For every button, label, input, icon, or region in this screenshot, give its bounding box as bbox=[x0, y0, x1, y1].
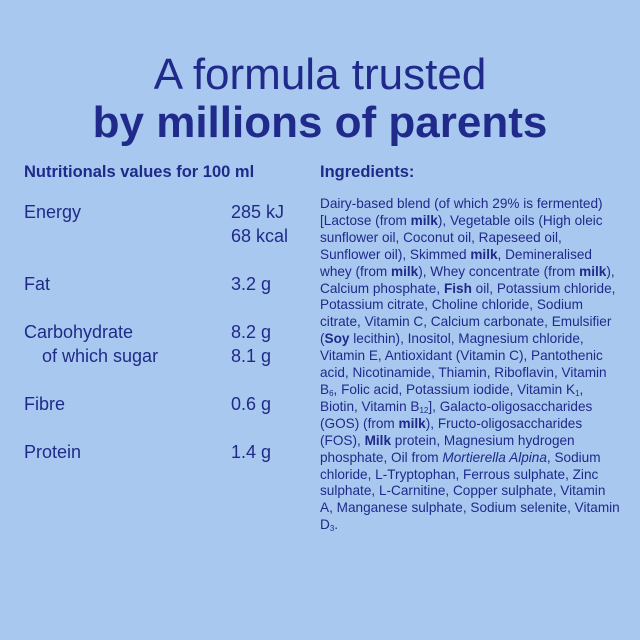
ingredients-segment: Milk bbox=[364, 432, 391, 448]
nutrition-label: Carbohydrate bbox=[24, 322, 134, 342]
ingredients-panel bbox=[320, 163, 620, 534]
ingredients-segment: milk bbox=[398, 415, 426, 431]
ingredients-segment: Soy bbox=[324, 331, 350, 347]
ingredients-segment: 6 bbox=[329, 388, 334, 398]
ingredients-segment: 12 bbox=[419, 405, 429, 415]
headline-line-2: by millions of parents bbox=[92, 98, 548, 147]
ingredients-title: Ingredients: bbox=[320, 163, 415, 181]
ingredients-segment: oil, Potassium chloride, Potassium citrate, Choline chloride, Sodium citrate, Vitamin C, Calcium carbonate, Emulsifier ( bbox=[320, 280, 616, 347]
ingredients-segment: milk bbox=[470, 246, 498, 262]
ingredients-segment: ), Whey concentrate (from bbox=[418, 263, 580, 279]
nutrition-panel bbox=[24, 163, 304, 462]
nutrition-value: 68 kcal bbox=[231, 226, 289, 246]
ingredients-segment: Fish bbox=[443, 280, 472, 296]
ingredients-segment: . bbox=[334, 517, 339, 533]
nutrition-label: Fibre bbox=[24, 394, 66, 414]
nutrition-label: Energy bbox=[24, 202, 82, 222]
ingredients-segment: , Folic acid, Potassium iodide, Vitamin K bbox=[333, 381, 576, 397]
ingredients-segment: ), Calcium phosphate, bbox=[320, 263, 615, 296]
ingredients-segment: lecithin), Inositol, Magnesium chloride, Vitamin E, Antioxidant (Vitamin C), Pantothenic acid, Nicotinamide, Thiamin, Riboflavin, Vitamin B bbox=[320, 331, 607, 397]
ingredients-segment: Mortierella Alpina bbox=[442, 449, 547, 465]
ingredients-segment: , Demineralised whey (from bbox=[320, 246, 592, 279]
ingredients-segment: Dairy-based blend (of which 29% is fermented) [Lactose (from bbox=[320, 196, 603, 228]
nutrition-value: 8.2 g bbox=[231, 322, 272, 342]
ingredients-segment: 1 bbox=[575, 388, 580, 398]
ingredients-segment: 3 bbox=[329, 524, 335, 534]
ingredients-segment: milk bbox=[410, 212, 438, 228]
ingredients-segment: , Biotin, Vitamin B bbox=[320, 381, 584, 414]
ingredients-segment: ), Vegetable oils (High oleic sunflower oil, Coconut oil, Rapeseed oil, Sunflower oil), Skimmed bbox=[320, 212, 603, 262]
nutrition-label: Protein bbox=[24, 442, 82, 462]
headline-line-1: A formula trusted bbox=[153, 50, 487, 99]
ingredients-segment: , Sodium chloride, L-Tryptophan, Ferrous sulphate, Zinc sulphate, L-Carnitine, Copper sulphate, Vitamin A, Manganese sulphate, Sodium selenite, Vitamin D bbox=[320, 449, 620, 533]
nutrition-title: Nutritionals values for 100 ml bbox=[24, 163, 255, 181]
ingredients-text bbox=[320, 196, 620, 534]
ingredients-segment: milk bbox=[391, 263, 419, 279]
nutrition-value: 0.6 g bbox=[231, 394, 272, 414]
nutrition-value: 285 kJ bbox=[231, 202, 285, 222]
nutrition-value: 3.2 g bbox=[231, 274, 272, 294]
headline bbox=[0, 52, 640, 148]
nutrition-value: 8.1 g bbox=[231, 346, 272, 366]
ingredients-segment: ], Galacto-oligosaccharides (GOS) (from bbox=[320, 398, 593, 431]
ingredients-segment: milk bbox=[579, 263, 607, 279]
ingredients-segment: ), Fructo-oligosaccharides (FOS), bbox=[320, 415, 583, 448]
ingredients-segment: protein, Magnesium hydrogen phosphate, Oil from bbox=[320, 432, 575, 465]
nutrition-label: Fat bbox=[24, 274, 51, 294]
nutrition-value: 1.4 g bbox=[231, 442, 272, 462]
nutrition-label: of which sugar bbox=[42, 346, 159, 366]
